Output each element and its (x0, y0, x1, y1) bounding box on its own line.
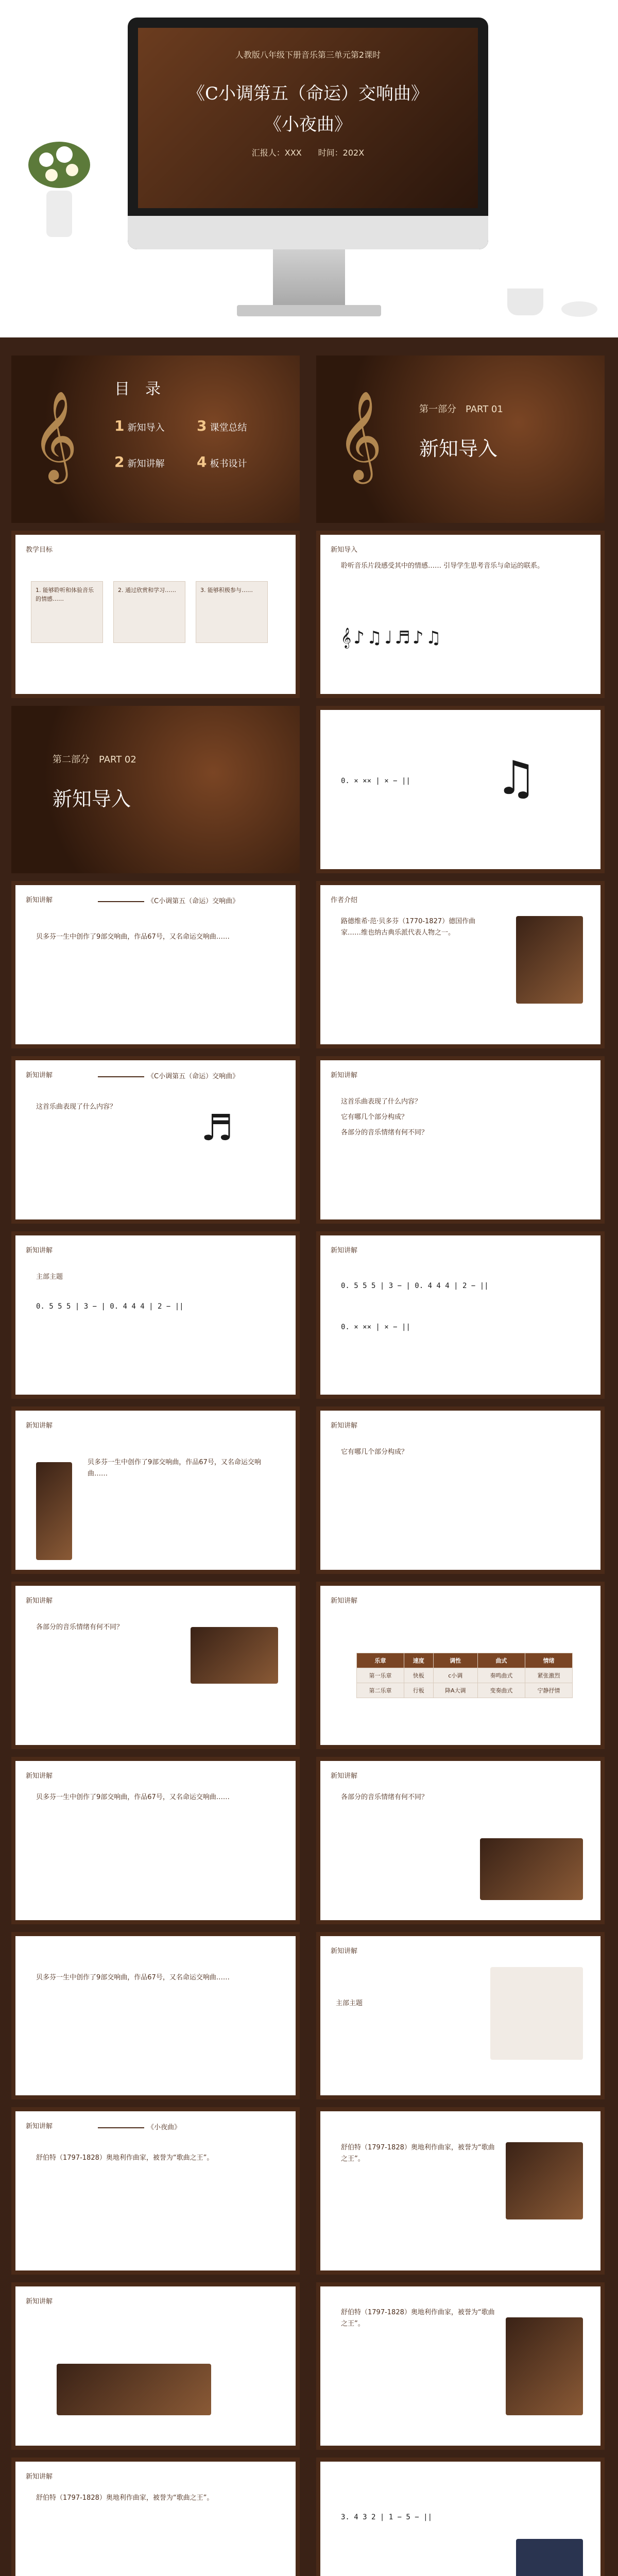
cover-title: 《C小调第五（命运）交响曲》 (187, 83, 428, 104)
toc-label: 课堂总结 (210, 422, 247, 433)
goal-box: 1. 能够聆听和体验音乐的情感…… (31, 581, 103, 643)
table-cell: c小调 (433, 1668, 477, 1683)
cover-byline: 汇报人：XXX 时间：202X (251, 148, 365, 158)
table-cell: 变奏曲式 (477, 1683, 525, 1698)
slide-header: 新知讲解 (331, 1597, 358, 1605)
toc-label: 新知讲解 (127, 459, 165, 469)
score-image (191, 1627, 278, 1684)
monitor-stand (273, 249, 345, 306)
toc-num: 4 (197, 453, 207, 470)
slide-header: 新知讲解 (26, 2298, 53, 2306)
slide-q2 (316, 1056, 605, 1224)
explain-text: 贝多芬一生中创作了9部交响曲，作品67号，又名命运交响曲…… (36, 1793, 230, 1801)
table-cell: 紧张激烈 (525, 1668, 572, 1683)
monitor-base (237, 305, 381, 316)
flower-vase-image (21, 134, 98, 242)
monitor-chin (128, 216, 488, 249)
violin-image (36, 1462, 72, 1560)
question-text: 这首乐曲表现了什么内容？ (36, 1103, 117, 1111)
table-cell: 奏鸣曲式 (477, 1668, 525, 1683)
slide-subtitle: 《C小调第五（命运）交响曲》 (98, 1071, 239, 1080)
table-header-cell: 速度 (404, 1653, 434, 1668)
slide-table (316, 1582, 605, 1749)
slide-theme-2 (316, 1231, 605, 1399)
music-notes-icon: 𝄞♪♫♩♬♪♫ (341, 628, 443, 648)
toc-label: 板书设计 (210, 459, 247, 469)
form-label: 主部主题 (336, 1999, 363, 2007)
slide-author (316, 881, 605, 1048)
table-header-cell: 乐章 (357, 1653, 404, 1668)
treble-clef-icon: 𝄞 (337, 391, 383, 480)
table-row (357, 1668, 573, 1683)
slide-melody (316, 2458, 605, 2576)
part-label: 第一部分 PART 01 (419, 404, 503, 415)
slide-summary-form (316, 1932, 605, 2099)
slide-header: 新知讲解 (26, 1072, 53, 1079)
slide-header: 新知讲解 (26, 896, 53, 904)
slide-subtitle: 《C小调第五（命运）交响曲》 (98, 895, 239, 905)
toc-item (114, 417, 164, 434)
rhythm-sequence: 0. × ×× | × − || (341, 777, 410, 785)
form-text: 它有哪几个部分构成？ (341, 1448, 408, 1456)
knowledge-text: 贝多芬一生中创作了9部交响曲，作品67号，又名命运交响曲…… (36, 933, 230, 941)
table-header-cell: 曲式 (477, 1653, 525, 1668)
slide-theme (11, 1231, 300, 1399)
question-1: 这首乐曲表现了什么内容？ (341, 1098, 422, 1106)
slide-instrument (11, 1406, 300, 1574)
theme-sequence: 0. × ×× | × − || (341, 1323, 410, 1331)
slide-goals (11, 531, 300, 698)
music-note-icon: ♫ (495, 751, 539, 805)
intro-text: 聆听音乐片段感受其中的情感…… 引导学生思考音乐与命运的联系。 (341, 562, 544, 570)
toc-item (114, 453, 164, 470)
slide-part1 (316, 355, 605, 523)
instrument-text: 贝多芬一生中创作了9部交响曲，作品67号，又名命运交响曲…… (88, 1459, 261, 1478)
slide-header: 新知讲解 (26, 1422, 53, 1430)
slide-header: 新知讲解 (331, 1072, 358, 1079)
slide-intro (316, 531, 605, 698)
slide-serenade (11, 2107, 300, 2275)
slide-header: 作者介绍 (331, 896, 358, 904)
author-text: 路德维希·范·贝多芬（1770-1827）德国作曲家……维也纳古典乐派代表人物之一。 (341, 918, 476, 937)
analysis-text: 各部分的音乐情绪有何不同？ (36, 1623, 124, 1631)
question-3: 各部分的音乐情绪有何不同？ (341, 1129, 428, 1137)
monitor (128, 18, 488, 249)
slide-subtitle: 《小夜曲》 (98, 2122, 181, 2131)
part-title: 新知导入 (53, 788, 131, 810)
cover-section (0, 0, 618, 337)
table-cell: 快板 (404, 1668, 434, 1683)
monitor-screen (138, 28, 478, 208)
slide-header: 新知讲解 (26, 2473, 53, 2481)
toc-label: 新知导入 (127, 422, 165, 433)
slide-header: 新知讲解 (331, 1772, 358, 1780)
toc-item (197, 453, 247, 470)
serenade-text: 舒伯特（1797-1828）奥地利作曲家，被誉为“歌曲之王”。 (341, 2144, 495, 2163)
orchestra-image (480, 1838, 583, 1900)
table-row (357, 1683, 573, 1698)
table-header-row (357, 1653, 573, 1668)
performance-image (57, 2364, 211, 2415)
schubert-text: 舒伯特（1797-1828）奥地利作曲家，被誉为“歌曲之王”。 (341, 2309, 495, 2328)
slide-header: 新知讲解 (331, 1247, 358, 1255)
portrait-image (506, 2317, 583, 2415)
theme-sequence: 0. 5 5 5 | 3 − | 0. 4 4 4 | 2 − || (36, 1302, 184, 1311)
slide-header: 新知讲解 (331, 1947, 358, 1955)
serenade-text: 舒伯特（1797-1828）奥地利作曲家，被誉为“歌曲之王”。 (36, 2154, 214, 2162)
theme-sequence: 0. 5 5 5 | 3 − | 0. 4 4 4 | 2 − || (341, 1282, 489, 1290)
slide-toc (11, 355, 300, 523)
part-title: 新知导入 (419, 437, 498, 460)
slide-header: 新知讲解 (26, 2123, 53, 2130)
slide-knowledge (11, 881, 300, 1048)
explain-text: 各部分的音乐情绪有何不同？ (341, 1793, 428, 1801)
slide-header: 教学目标 (26, 546, 53, 554)
slide-q1 (11, 1056, 300, 1224)
toc-item (197, 417, 247, 434)
slide-header: 新知讲解 (26, 1247, 53, 1255)
serenade-text: 舒伯特（1797-1828）奥地利作曲家，被誉为“歌曲之王”。 (36, 2494, 214, 2502)
body-text: 贝多芬一生中创作了9部交响曲，作品67号，又名命运交响曲…… (36, 1974, 230, 1981)
movement-table (356, 1653, 573, 1698)
slide-form (316, 1406, 605, 1574)
table-header-cell: 情绪 (525, 1653, 572, 1668)
toc-num: 2 (114, 453, 125, 470)
cover-title-2: 《小夜曲》 (264, 114, 352, 135)
painting-image (506, 2142, 583, 2219)
question-2: 它有哪几个部分构成？ (341, 1113, 408, 1121)
table-cell: 第二乐章 (357, 1683, 404, 1698)
slide-explain-2 (316, 1757, 605, 1924)
slide-schubert (316, 2282, 605, 2450)
slide-rhythm (316, 706, 605, 873)
form-diagram (490, 1967, 583, 2060)
melody-sequence: 3. 4 3 2 | 1 − 5 − || (341, 2513, 433, 2521)
mouse-image (561, 301, 597, 317)
slide-analysis (11, 1582, 300, 1749)
slide-header: 新知导入 (331, 546, 358, 554)
slide-serenade-3 (11, 2282, 300, 2450)
table-cell: 行板 (404, 1683, 434, 1698)
part-label: 第二部分 PART 02 (53, 754, 136, 765)
cup-image (507, 289, 543, 315)
table-cell: 降A大调 (433, 1683, 477, 1698)
slide-text (11, 1932, 300, 2099)
music-note-icon: ♬ (201, 1107, 235, 1149)
treble-clef-icon: 𝄞 (32, 391, 78, 480)
slide-serenade-4 (11, 2458, 300, 2576)
toc-title: 目 录 (114, 380, 161, 398)
portrait-image (516, 916, 583, 1004)
goal-box: 3. 能够积极参与…… (196, 581, 268, 643)
slide-header: 新知讲解 (331, 1422, 358, 1430)
table-cell: 宁静抒情 (525, 1683, 572, 1698)
slide-header: 新知讲解 (26, 1772, 53, 1780)
toc-num: 1 (114, 417, 125, 434)
table-header-cell: 调性 (433, 1653, 477, 1668)
toc-num: 3 (197, 417, 207, 434)
slide-explain (11, 1757, 300, 1924)
night-image (516, 2539, 583, 2576)
cover-subtitle: 人教版八年级下册音乐第三单元第2课时 (235, 50, 381, 60)
table-cell: 第一乐章 (357, 1668, 404, 1683)
goal-box: 2. 通过欣赏和学习…… (113, 581, 185, 643)
slide-part2 (11, 706, 300, 873)
slide-header: 新知讲解 (26, 1597, 53, 1605)
theme-label: 主部主题 (36, 1273, 63, 1281)
slide-serenade-2 (316, 2107, 605, 2275)
